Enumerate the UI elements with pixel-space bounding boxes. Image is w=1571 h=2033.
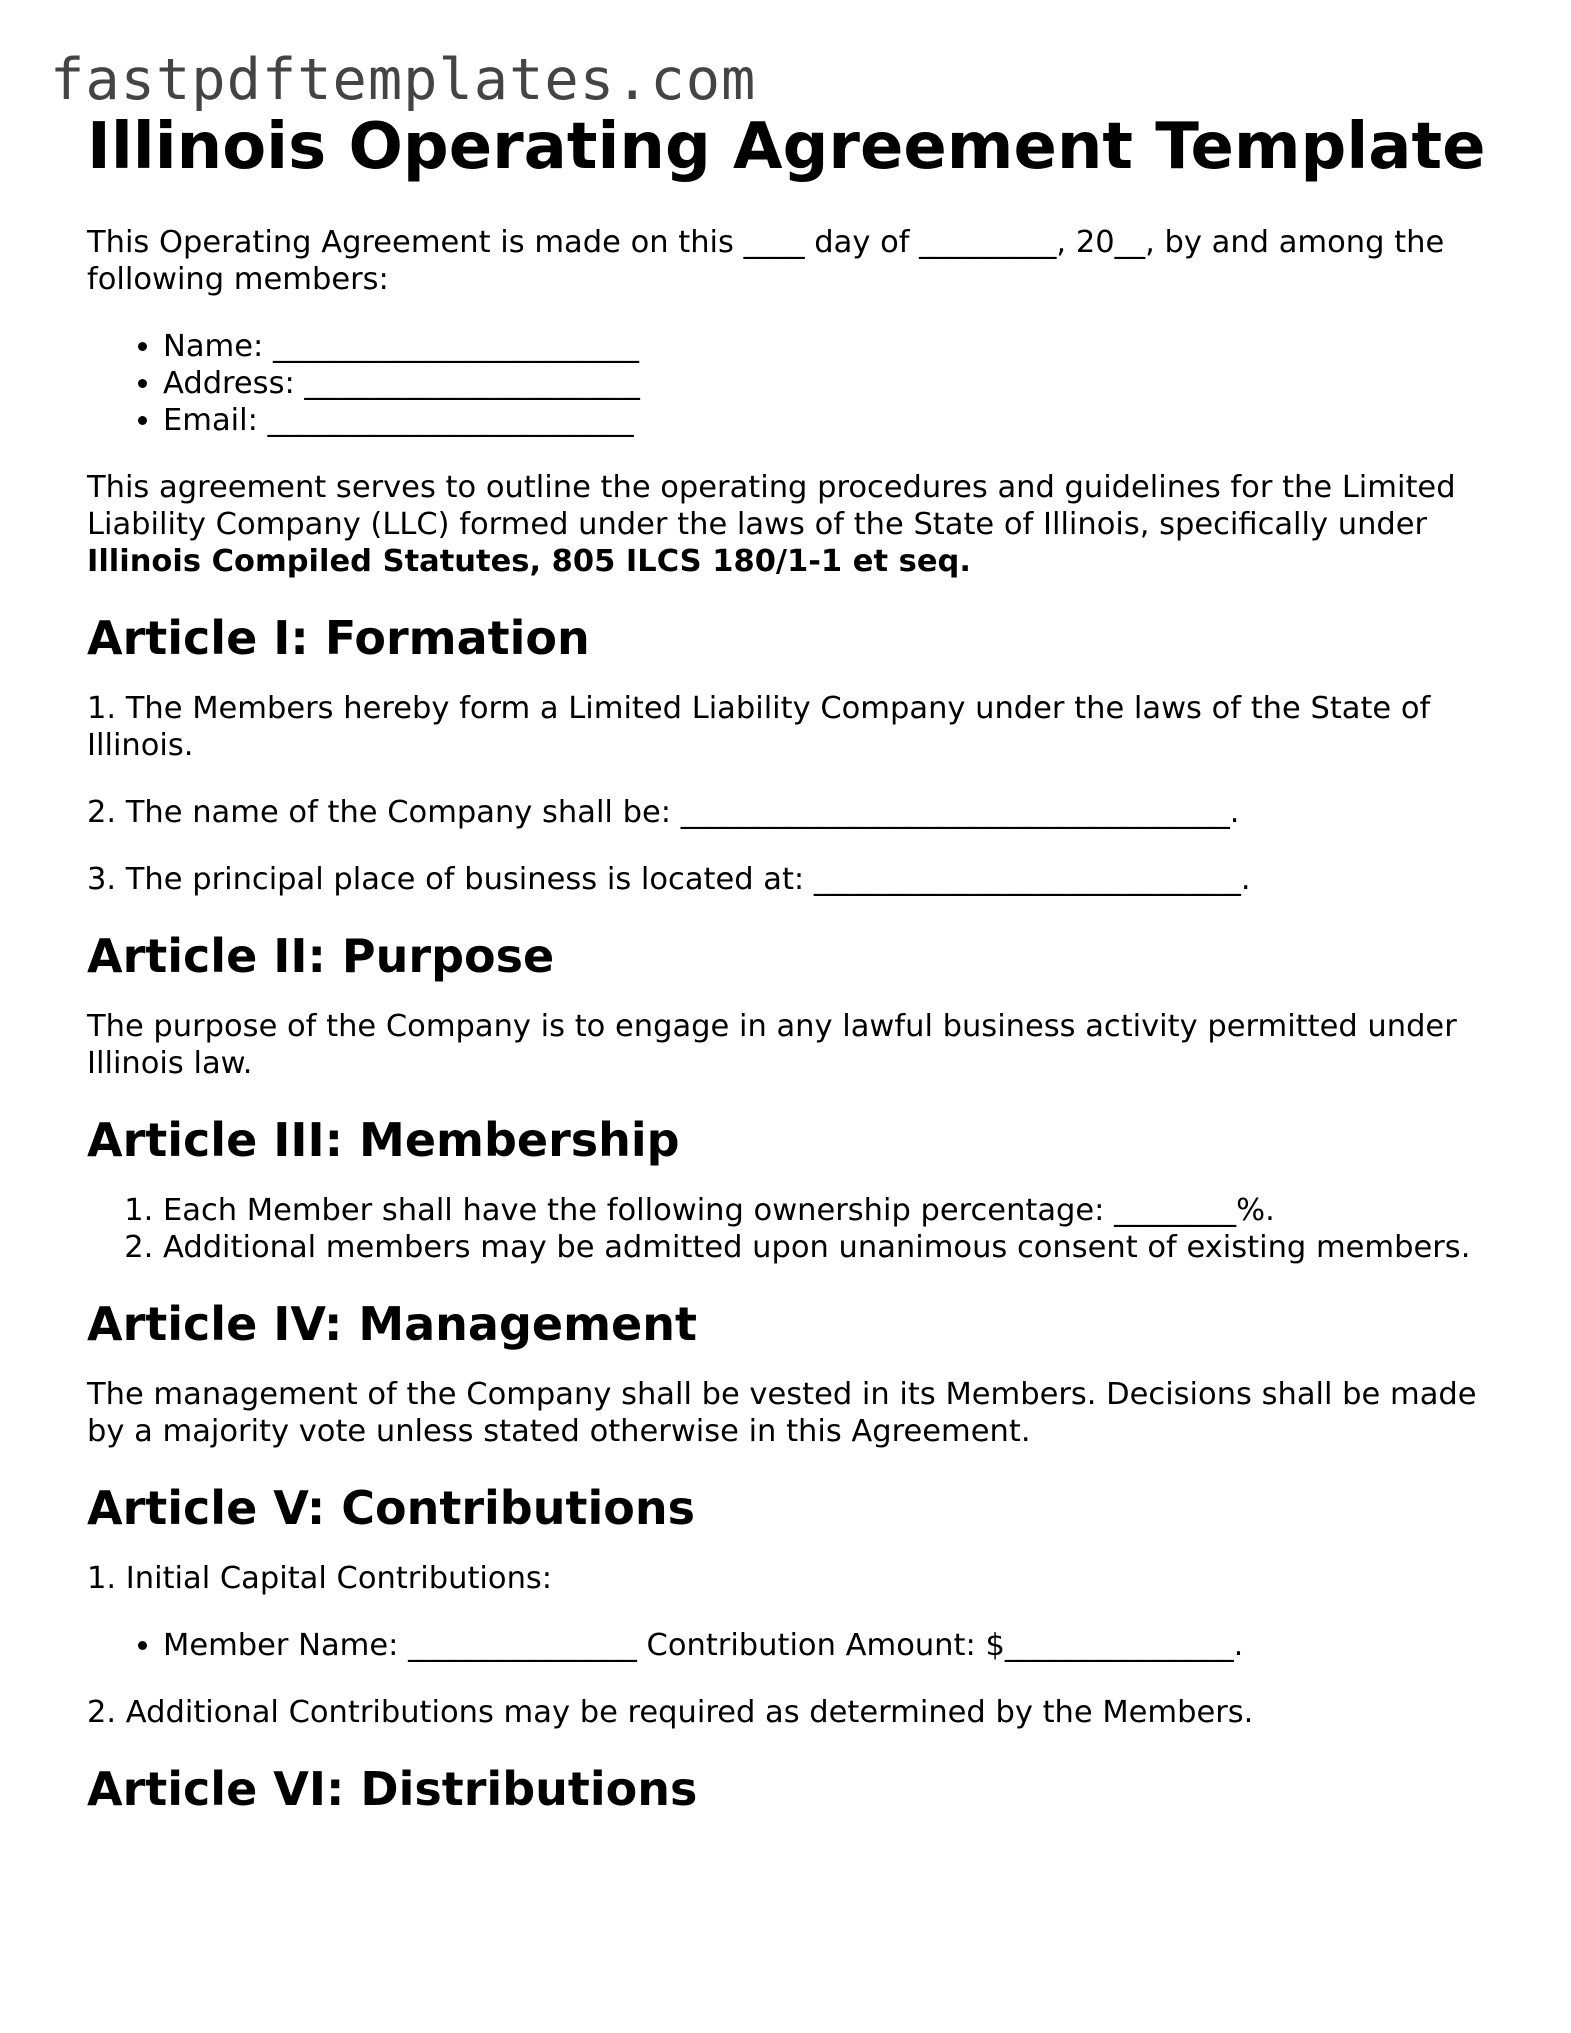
intro-paragraph: This Operating Agreement is made on this ____ day of _________, 20__, by and among the following members: [87,225,1445,297]
article-1-item-3: 3. The principal place of business is located at: ____________________________. [87,862,1251,897]
membership-item-1: 1. Each Member shall have the following ownership percentage: ________%. [163,1192,1507,1229]
article-5-heading: Article V: Contributions [87,1481,695,1535]
article-4-heading: Article IV: Management [87,1297,697,1351]
contributions-list [87,1627,1507,1664]
document-title: Illinois Operating Agreement Template [87,110,1486,184]
article-5-item-1: 1. Initial Capital Contributions: [87,1561,553,1596]
article-6-heading: Article VI: Distributions [87,1762,698,1816]
member-name-field: • Name: ________________________ [163,328,1507,365]
article-1-item-1: 1. The Members hereby form a Limited Liability Company under the laws of the State of Illinois. [87,691,1431,763]
article-1-heading: Article I: Formation [87,611,590,665]
membership-item-2: 2. Additional members may be admitted upon unanimous consent of existing members. [163,1229,1507,1266]
document-page [87,108,1507,1841]
purpose-intro-paragraph [87,469,1507,580]
article-2-heading: Article II: Purpose [87,929,555,983]
article-4-text: The management of the Company shall be vested in its Members. Decisions shall be made by a majority vote unless stated otherwise in this Agreement. [87,1377,1477,1449]
member-email-field: • Email: ________________________ [163,402,1507,439]
member-fields-list [87,328,1507,439]
member-address-field: • Address: ______________________ [163,365,1507,402]
statute-reference: Illinois Compiled Statutes, 805 ILCS 180/1-1 et seq. [87,544,971,579]
article-2-text: The purpose of the Company is to engage in any lawful business activity permitted under Illinois law. [87,1009,1457,1081]
article-3-heading: Article III: Membership [87,1113,680,1167]
article-1-item-2: 2. The name of the Company shall be: ____________________________________. [87,795,1240,830]
watermark-text: fastpdftemplates.com [50,47,757,113]
membership-list [87,1192,1507,1266]
contribution-entry: • Member Name: _______________ Contribution Amount: $_______________. [163,1627,1507,1664]
article-5-item-2: 2. Additional Contributions may be required as determined by the Members. [87,1695,1254,1730]
purpose-intro-text: This agreement serves to outline the operating procedures and guidelines for the Limited Liability Company (LLC) formed under the laws of the State of Illinois, specifically under [87,470,1456,542]
